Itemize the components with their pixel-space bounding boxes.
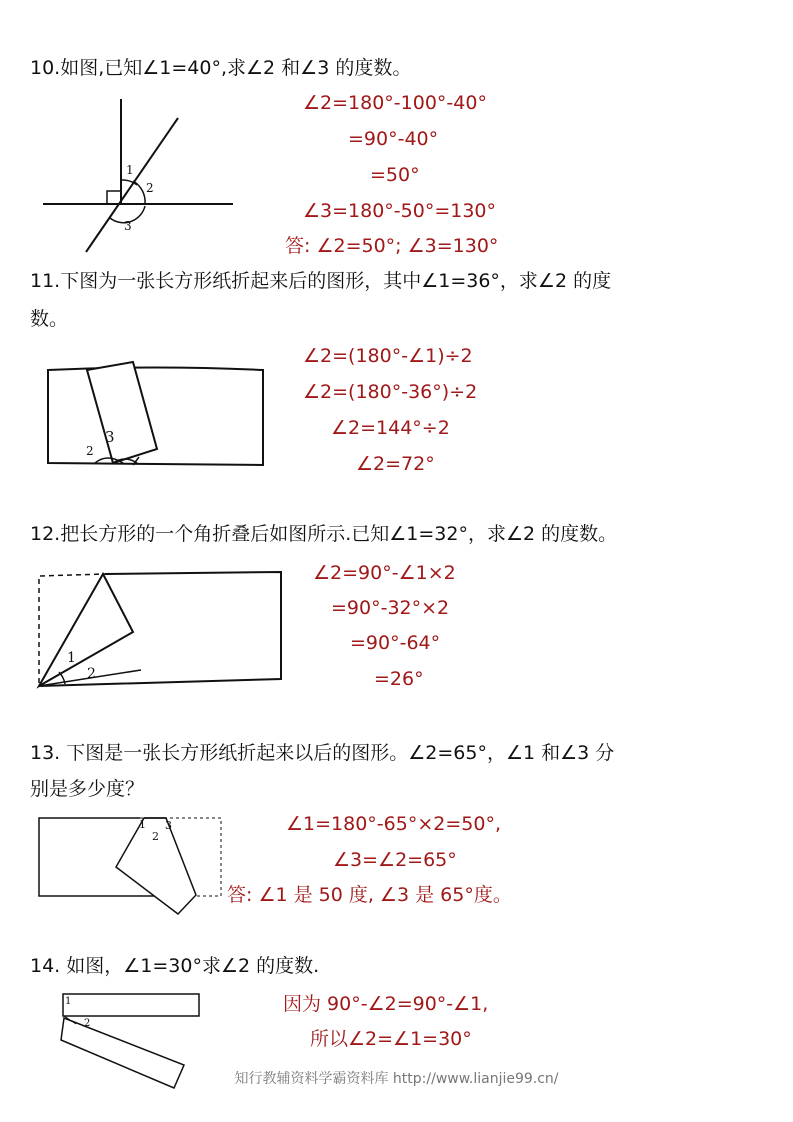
question-10: 10.如图,已知∠1=40°,求∠2 和∠3 的度数。: [30, 57, 412, 79]
angle-label-2: 2: [84, 1018, 91, 1029]
answer-line: ∠3=∠2=65°: [333, 849, 457, 871]
angle-label-1: 1: [67, 650, 76, 666]
answer-line: ∠2=(180°-∠1)÷2: [303, 345, 473, 367]
answer-line: 所以∠2=∠1=30°: [310, 1028, 472, 1050]
angle-label-3: 3: [124, 219, 132, 233]
angle-label-1: 1: [65, 996, 72, 1007]
answer-line: ∠2=180°-100°-40°: [303, 92, 487, 114]
angle-label-3: 3: [105, 428, 115, 446]
answer-line: 因为 90°-∠2=90°-∠1,: [283, 993, 489, 1015]
angle-label-2: 2: [87, 666, 96, 682]
angle-label-3: 3: [165, 819, 172, 832]
answer-line: =90°-40°: [348, 128, 439, 150]
figure-11: [45, 355, 270, 470]
answer-line: ∠1=180°-65°×2=50°,: [286, 813, 501, 835]
answer-line: =90°-64°: [350, 632, 441, 654]
question-13-line-2: 别是多少度？: [30, 778, 145, 800]
answer-line: ∠2=144°÷2: [331, 417, 450, 439]
answer-line: =90°-32°×2: [331, 597, 450, 619]
question-11-line-2: 数。: [30, 308, 69, 330]
angle-label-1: 1: [126, 163, 134, 177]
answer-line: ∠2=(180°-36°)÷2: [303, 381, 478, 403]
angle-label-2: 2: [146, 181, 154, 195]
figure-10: [38, 94, 238, 254]
answer-line: 答: ∠1 是 50 度, ∠3 是 65°度。: [227, 884, 512, 906]
question-12: 12.把长方形的一个角折叠后如图所示.已知∠1=32°，求∠2 的度数。: [30, 523, 618, 545]
question-13-line-1: 13. 下图是一张长方形纸折起来以后的图形。∠2=65°，∠1 和∠3 分: [30, 742, 615, 764]
answer-line: =26°: [374, 668, 424, 690]
angle-label-2: 2: [86, 444, 94, 458]
angle-label-1: 1: [139, 818, 146, 831]
angle-label-2: 2: [152, 830, 159, 843]
answer-line: ∠2=90°-∠1×2: [313, 562, 456, 584]
answer-line: ∠3=180°-50°=130°: [303, 200, 497, 222]
answer-line: ∠2=72°: [356, 453, 435, 475]
answer-line: =50°: [370, 164, 420, 186]
figure-13: [36, 815, 226, 920]
figure-12: [33, 566, 288, 691]
question-11-line-1: 11.下图为一张长方形纸折起来后的图形，其中∠1=36°，求∠2 的度: [30, 270, 612, 292]
answer-line: 答: ∠2=50°; ∠3=130°: [285, 235, 499, 257]
footer-watermark: 知行教辅资料学霸资料库 http://www.lianjie99.cn/: [234, 1071, 559, 1087]
question-14: 14. 如图，∠1=30°求∠2 的度数.: [30, 955, 320, 977]
